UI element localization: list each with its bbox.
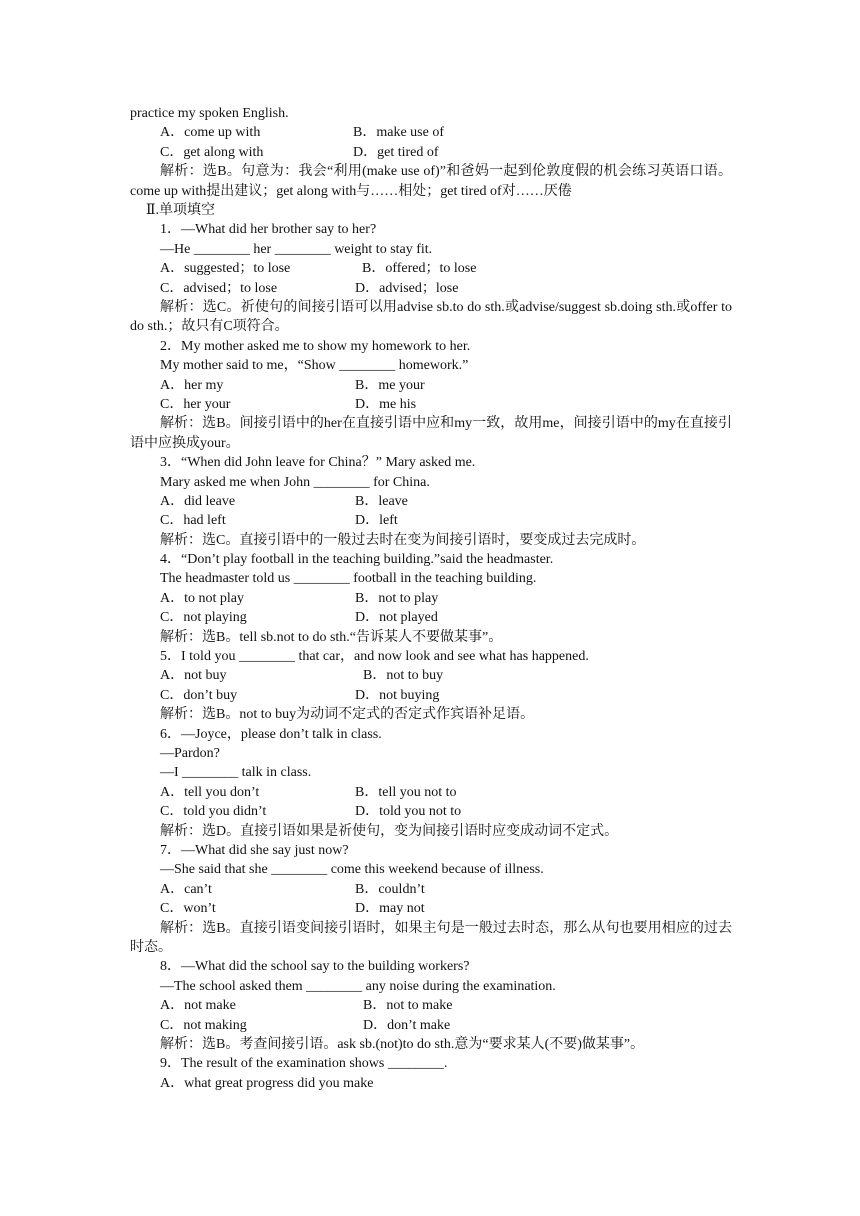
- option-d: D．get tired of: [353, 144, 439, 160]
- question-line: 8．—What did the school say to the building workers?: [160, 959, 470, 975]
- explanation: 解析：选D。直接引语如果是祈使句，变为间接引语时应变成动词不定式。: [160, 823, 619, 839]
- option-c: C．had left: [160, 513, 226, 529]
- option-b: B．leave: [355, 493, 408, 509]
- option-d: D．not buying: [355, 687, 440, 703]
- option-c: C．not making: [160, 1017, 247, 1033]
- option-row: [130, 802, 732, 821]
- option-c: C．her your: [160, 396, 231, 412]
- option-row: [130, 608, 732, 627]
- option-a: A．not make: [160, 998, 236, 1014]
- option-d: D．don’t make: [363, 1017, 451, 1033]
- question-text: practice my spoken English.: [130, 106, 289, 121]
- option-row: [130, 259, 732, 278]
- explanation: 解析：选C。祈使句的间接引语可以用advise sb.to do sth.或advise/suggest sb.doing sth.或offer to do sth.；故只有C项符合。: [130, 299, 732, 335]
- option-b: B．couldn’t: [355, 881, 425, 897]
- question-line: 2．My mother asked me to show my homework to her.: [160, 338, 471, 354]
- option-b: B．make use of: [353, 125, 444, 141]
- option-b: B．me your: [355, 377, 425, 393]
- option-c: C．won’t: [160, 901, 216, 917]
- question-line: 1．—What did her brother say to her?: [160, 222, 377, 238]
- question-line: 7．—What did she say just now?: [160, 843, 349, 858]
- option-d: D．advised；lose: [355, 280, 459, 296]
- option-row: [130, 666, 732, 685]
- option-row: [130, 279, 732, 298]
- question-line: 9．The result of the examination shows ________.: [160, 1056, 448, 1072]
- explanation: 解析：选B。间接引语中的her在直接引语中应和my一致，故用me，间接引语中的my在直接引语中应换成your。: [130, 416, 732, 451]
- option-row: [130, 589, 732, 608]
- question-line: 3．“When did John leave for China？” Mary asked me.: [160, 455, 476, 471]
- option-a: A．suggested；to lose: [160, 261, 291, 277]
- question-line: —Pardon?: [160, 746, 220, 762]
- option-a: A．did leave: [160, 493, 236, 509]
- option-a: A．tell you don’t: [160, 784, 260, 800]
- option-d: D．may not: [355, 901, 425, 917]
- explanation: 解析：选B。直接引语变间接引语时，如果主句是一般过去时态，那么从句也要用相应的过去时态。: [130, 920, 732, 955]
- question-line: 6．—Joyce，please don’t talk in class.: [160, 726, 382, 742]
- question-line: My mother said to me，“Show ________ homework.”: [160, 358, 469, 374]
- option-b: B．not to play: [355, 590, 439, 606]
- option-d: D．not played: [355, 610, 438, 626]
- option-a: A．can’t: [160, 881, 212, 897]
- option-c: C．don’t buy: [160, 687, 238, 703]
- option-row: [130, 511, 732, 530]
- option-b: B．not to make: [363, 998, 453, 1014]
- option-d: D．told you not to: [355, 804, 462, 820]
- option-d: D．me his: [355, 396, 417, 412]
- option-a: A．to not play: [160, 590, 244, 606]
- option-d: D．left: [355, 513, 398, 529]
- question-line: 4．“Don’t play football in the teaching building.”said the headmaster.: [160, 552, 554, 568]
- option-b: B．not to buy: [363, 668, 444, 684]
- question-line: —I ________ talk in class.: [160, 765, 312, 781]
- document-content: [130, 104, 732, 1093]
- section-title: Ⅱ.单项填空: [146, 202, 216, 218]
- option-row: [130, 395, 732, 414]
- option-row: [130, 1016, 732, 1035]
- option-row: [130, 996, 732, 1015]
- option-b: B．tell you not to: [355, 784, 457, 800]
- option-row: [130, 899, 732, 918]
- option-c: C．told you didn’t: [160, 804, 267, 820]
- option-a: A．come up with: [160, 125, 261, 141]
- option-c: C．get along with: [160, 144, 264, 160]
- explanation: 解析：选B。考查间接引语。ask sb.(not)to do sth.意为“要求某人(不要)做某事”。: [160, 1036, 645, 1052]
- question-line: —He ________ her ________ weight to stay fit.: [160, 241, 433, 257]
- explanation: 解析：选B。句意为：我会“利用(make use of)”和爸妈一起到伦敦度假的机会练习英语口语。come up with提出建议；get along with与……相处；get tired of对……厌倦: [130, 164, 732, 199]
- option-a: A．her my: [160, 377, 224, 393]
- question-line: —The school asked them ________ any noise during the examination.: [160, 978, 556, 994]
- question-line: —She said that she ________ come this weekend because of illness.: [160, 862, 544, 878]
- option-c: C．advised；to lose: [160, 280, 278, 296]
- option-row: [130, 376, 732, 395]
- question-line: The headmaster told us ________ football in the teaching building.: [160, 571, 537, 587]
- question-line: 5．I told you ________ that car，and now look and see what has happened.: [160, 649, 589, 665]
- explanation: 解析：选B。not to buy为动词不定式的否定式作宾语补足语。: [160, 707, 535, 723]
- option-row: [130, 880, 732, 899]
- option-a: A．not buy: [160, 668, 227, 684]
- option-row: [130, 783, 732, 802]
- question-line: Mary asked me when John ________ for China.: [160, 474, 430, 490]
- option-row: [130, 123, 732, 142]
- option-c: C．not playing: [160, 610, 247, 626]
- option-row: [130, 686, 732, 705]
- option-row: [130, 143, 732, 162]
- option-a: A．what great progress did you make: [160, 1075, 374, 1091]
- explanation: 解析：选B。tell sb.not to do sth.“告诉某人不要做某事”。: [160, 629, 503, 645]
- option-row: [130, 492, 732, 511]
- explanation: 解析：选C。直接引语中的一般过去时在变为间接引语时，要变成过去完成时。: [160, 532, 646, 548]
- option-b: B．offered；to lose: [362, 261, 477, 277]
